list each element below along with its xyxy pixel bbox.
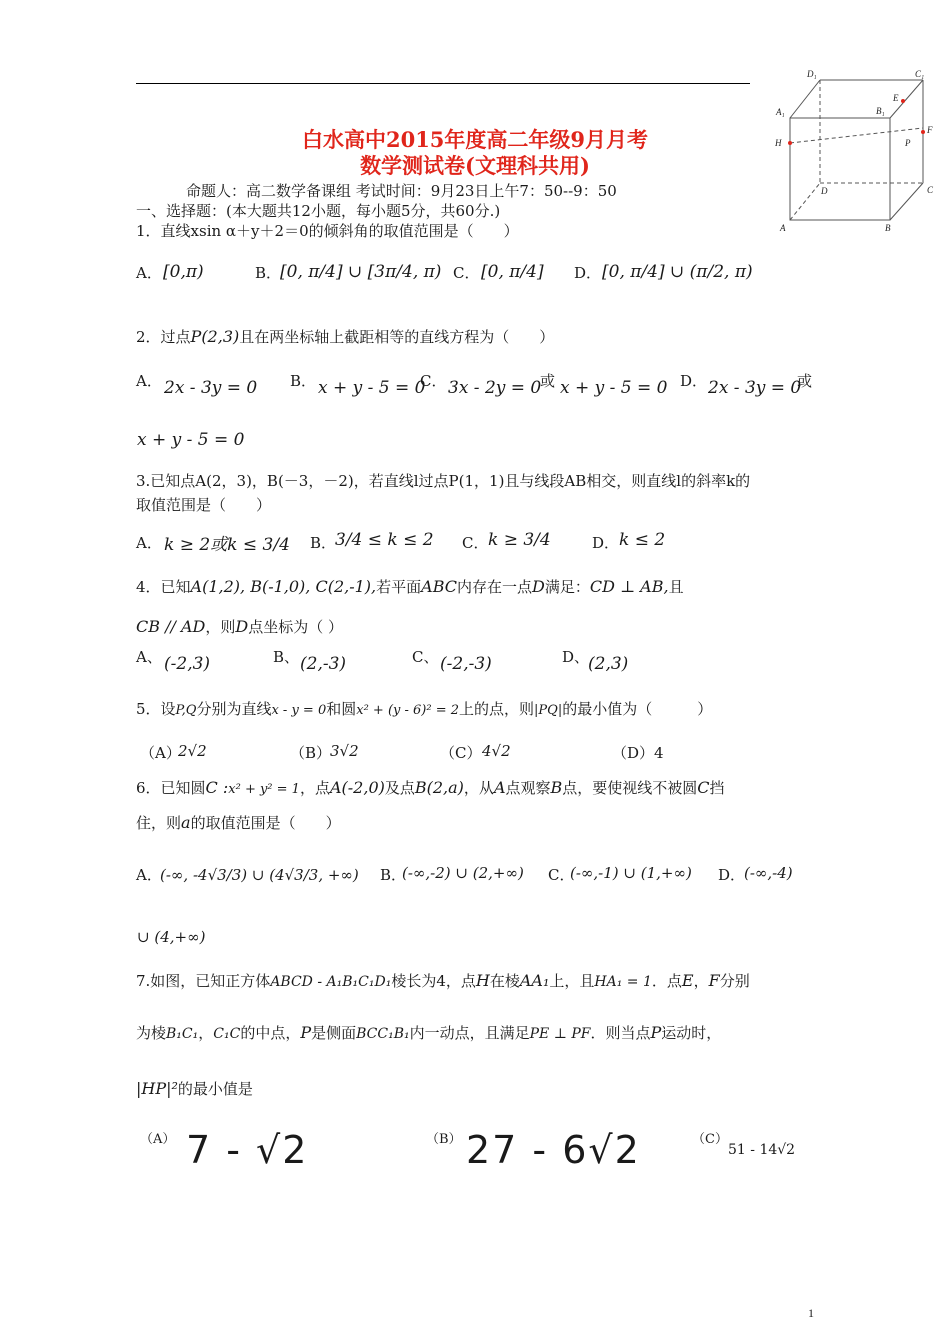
q6-option-d-math: (-∞,-4)	[744, 864, 793, 882]
q2-option-c: C．	[420, 372, 447, 390]
q4-stem-end: 且	[668, 578, 684, 596]
q5-option-c-value: 4√2	[482, 742, 511, 760]
q4-stem-mid3: 满足：	[544, 578, 590, 596]
q7-stem-edge: AA₁	[519, 971, 550, 990]
q7-stem2-p: P	[300, 1023, 312, 1042]
q4-stem-d: D	[532, 577, 545, 596]
label-c: C	[927, 185, 934, 195]
label-f: F	[927, 125, 933, 135]
q7-stem2-perp: PE ⊥ PF	[529, 1026, 591, 1042]
q5-stem-pq: P,Q	[175, 703, 197, 718]
q5-stem-mid3: 上的点，则	[459, 700, 535, 718]
q4-stem2-end: 点坐标为（ ）	[248, 618, 343, 636]
q7-stem2-pre: 为棱	[136, 1024, 167, 1042]
q7-stem-f: F	[708, 971, 720, 990]
q5-option-a: （A）	[140, 744, 181, 762]
q6-stem-mid4: 点观察	[505, 779, 551, 797]
q5-option-b-value: 3√2	[330, 742, 359, 760]
section-heading: 一、选择题：(本大题共12小题，每小题5分，共60分.)	[136, 202, 501, 220]
q3-option-b: B．	[310, 534, 337, 552]
q2-option-b: B．	[290, 372, 317, 390]
q6-option-b: B．	[380, 866, 407, 884]
q4-stem-perp: CD ⊥ AB,	[589, 577, 669, 596]
q1-option-c: C．	[453, 264, 480, 282]
q2-option-d-math2: x + y - 5 = 0	[137, 430, 245, 450]
q5-stem-abs: |PQ|	[534, 703, 563, 718]
q7-stem2-mid3: 内一动点，且满足	[409, 1024, 530, 1042]
q6-stem-a: A(-2,0)	[329, 778, 385, 797]
q6-stem-line1	[136, 777, 725, 798]
label-c1: C₁	[915, 69, 925, 79]
q4-option-d-math: (2,3)	[588, 654, 629, 674]
q3-option-c: C．	[462, 534, 489, 552]
q7-stem-end: 分别	[719, 972, 750, 990]
point-e	[901, 99, 905, 103]
q3-option-a-math: k ≥ 2或k ≤ 3/4	[164, 535, 290, 555]
q6-stem2-pre: 住，则	[136, 814, 182, 832]
q2-option-c-or: 或	[540, 372, 556, 390]
label-e: E	[893, 93, 899, 103]
q7-stem2-end: 运动时，	[661, 1024, 722, 1042]
q7-option-c-math: 51 - 14√2	[728, 1142, 796, 1158]
q7-stem2-mid: 的中点，	[240, 1024, 301, 1042]
q7-stem-line2	[136, 1022, 721, 1043]
q6-stem-c2: C	[697, 778, 710, 797]
q5-stem-line: x - y = 0	[271, 703, 327, 718]
q5-stem-mid: 分别为直线	[196, 700, 272, 718]
q3-option-d-math: k ≤ 2	[619, 530, 666, 550]
q6-option-d-math-cont: ∪ (4,+∞)	[137, 928, 206, 946]
q6-stem2-end: 的取值范围是（ ）	[190, 814, 341, 832]
q4-stem2-mid: ，则	[205, 618, 236, 636]
q2-option-c-math2: x + y - 5 = 0	[560, 378, 668, 398]
q7-stem-cube: ABCD - A₁B₁C₁D₁	[270, 974, 392, 990]
q6-stem-mid2: 及点	[384, 779, 415, 797]
q4-option-b: B、	[273, 648, 300, 666]
label-a: A	[780, 223, 786, 233]
q7-stem-mid5: ，	[693, 972, 709, 990]
q4-option-a-math: (-2,3)	[164, 654, 211, 674]
q6-stem2-a: a	[181, 813, 191, 832]
q3-option-d: D．	[592, 534, 620, 552]
page-number: 1	[808, 1306, 814, 1320]
q7-stem-mid2: 在棱	[489, 972, 520, 990]
q6-option-d: D．	[718, 866, 746, 884]
q7-option-b-math: 27 - 6√2	[466, 1128, 641, 1172]
q6-option-a-math: (-∞, -4√3/3) ∪ (4√3/3, +∞)	[160, 866, 359, 884]
q7-stem-ha1: HA₁ = 1	[594, 974, 652, 990]
q7-stem-pre: 7.如图，已知正方体	[136, 972, 271, 990]
exam-subtitle: 数学测试卷(文理科共用)	[360, 153, 590, 178]
q4-option-a: A、	[136, 648, 162, 666]
q7-stem-mid3: 上，且	[549, 972, 595, 990]
q6-stem-pre: 6．已知圆	[136, 779, 206, 797]
q3-option-a: A．	[136, 534, 162, 552]
q7-stem-mid4: ．点	[651, 972, 682, 990]
q3-option-b-math: 3/4 ≤ k ≤ 2	[335, 530, 434, 550]
q7-stem-line3	[136, 1078, 253, 1099]
q7-stem2-p2: P	[650, 1023, 662, 1042]
q2-option-d: D．	[680, 372, 708, 390]
q1-option-a-math: [0,π)	[163, 262, 204, 282]
q2-option-a: A．	[136, 372, 162, 390]
q7-stem2-sep: ，	[198, 1024, 214, 1042]
q6-stem-mid5: 点，要使视线不被圆	[562, 779, 698, 797]
q4-option-d: D、	[562, 648, 590, 666]
q4-stem-line1	[136, 576, 684, 597]
q5-stem-circle: x² + (y - 6)² = 2	[356, 703, 460, 718]
q5-stem-end: 的最小值为（ ）	[562, 700, 713, 718]
q4-stem-parallel: CB // AD	[136, 617, 206, 636]
q5-stem-pre: 5．设	[136, 700, 176, 718]
q7-stem3-end: 的最小值是	[177, 1080, 253, 1098]
q3-option-c-math: k ≥ 3/4	[488, 530, 551, 550]
q6-stem-mid: ，点	[299, 779, 330, 797]
label-h: H	[775, 138, 782, 148]
q7-stem-e: E	[681, 971, 694, 990]
q5-option-d: （D）4	[612, 744, 664, 762]
q1-option-a: A．	[136, 264, 162, 282]
label-a1: A₁	[776, 107, 785, 117]
q6-stem-line2	[136, 812, 341, 833]
q4-option-c: C、	[412, 648, 439, 666]
q1-option-b-math: [0, π/4] ∪ [3π/4, π)	[280, 262, 442, 282]
q7-stem2-mid4: ．则当点	[590, 1024, 651, 1042]
q2-stem-pre: 2．过点	[136, 328, 191, 346]
q6-stem-b: B(2,a)	[414, 778, 464, 797]
q7-stem3-hp: |HP|²	[136, 1079, 178, 1098]
q1-option-b: B．	[255, 264, 282, 282]
q7-option-a-math: 7 - √2	[186, 1128, 309, 1172]
q6-option-a: A．	[136, 866, 162, 884]
q7-stem-line1	[136, 970, 750, 991]
q1-stem: 1．直线xsin α＋y＋2＝0的倾斜角的取值范围是（ ）	[136, 222, 519, 240]
q2-option-d-or: 或	[797, 372, 813, 390]
label-p: P	[905, 138, 911, 148]
q2-option-c-math1: 3x - 2y = 0	[448, 378, 542, 398]
q2-option-a-math: 2x - 3y = 0	[164, 378, 258, 398]
q6-option-c: C．	[548, 866, 575, 884]
q2-stem-post: 且在两坐标轴上截距相等的直线方程为（ ）	[239, 328, 555, 346]
q7-option-b: （B）	[426, 1132, 462, 1147]
q6-stem-c: C :	[205, 778, 229, 797]
q4-stem-mid2: 内存在一点	[457, 578, 533, 596]
q7-stem2-face: BCC₁B₁	[356, 1026, 410, 1042]
label-d1: D₁	[807, 69, 817, 79]
header-rule	[136, 83, 750, 84]
label-b: B	[885, 223, 891, 233]
q5-stem	[136, 698, 712, 719]
q6-stem-end: 挡	[709, 779, 725, 797]
q7-option-c: （C）	[692, 1132, 728, 1147]
q7-stem-h: H	[475, 971, 490, 990]
q1-option-c-math: [0, π/4]	[481, 262, 544, 282]
q6-stem-a2: A	[493, 778, 506, 797]
q7-stem-mid: 棱长为4，点	[391, 972, 476, 990]
q2-option-b-math: x + y - 5 = 0	[318, 378, 426, 398]
exam-title: 白水高中2015年度高二年级9月月考	[301, 127, 649, 152]
q4-stem-mid: 若平面	[376, 578, 422, 596]
q5-option-b: （B）	[290, 744, 332, 762]
q6-option-b-math: (-∞,-2) ∪ (2,+∞)	[402, 864, 524, 882]
q7-stem2-c1c: C₁C	[213, 1026, 241, 1042]
q2-option-d-math1: 2x - 3y = 0	[708, 378, 802, 398]
q4-option-b-math: (2,-3)	[300, 654, 347, 674]
q5-stem-mid2: 和圆	[326, 700, 357, 718]
q5-option-c: （C）	[440, 744, 482, 762]
q3-stem-line2: 取值范围是（ ）	[136, 496, 272, 514]
q4-stem-pre: 4．已知	[136, 578, 191, 596]
q4-stem-plane: ABC	[421, 577, 458, 596]
q4-stem-line2	[136, 616, 343, 637]
q4-stem-points: A(1,2), B(-1,0), C(2,-1),	[190, 577, 377, 596]
q6-stem-b2: B	[550, 778, 563, 797]
q4-option-c-math: (-2,-3)	[440, 654, 492, 674]
exam-info: 命题人：高二数学备课组 考试时间：9月23日上午7：50--9：50	[186, 182, 617, 200]
q5-option-a-value: 2√2	[178, 742, 207, 760]
label-d: D	[821, 186, 828, 196]
q7-stem2-b1c1: B₁C₁	[166, 1026, 199, 1042]
q6-option-c-math: (-∞,-1) ∪ (1,+∞)	[570, 864, 692, 882]
q1-option-d-math: [0, π/4] ∪ (π/2, π)	[602, 262, 753, 282]
q6-stem-circle: x² + y² = 1	[228, 782, 300, 797]
q7-option-a: （A）	[140, 1132, 176, 1147]
q3-stem-line1: 3.已知点A(2，3)，B(－3，－2)，若直线l过点P(1，1)且与线段AB相交，则直线l的斜率k的	[136, 472, 751, 490]
q7-stem2-mid2: 是侧面	[311, 1024, 357, 1042]
q2-stem	[136, 326, 554, 347]
q1-option-d: D．	[574, 264, 602, 282]
q2-stem-point: P(2,3)	[190, 327, 240, 346]
q4-stem2-d: D	[235, 617, 249, 636]
q6-stem-mid3: ，从	[463, 779, 494, 797]
label-b1: B₁	[876, 106, 885, 116]
